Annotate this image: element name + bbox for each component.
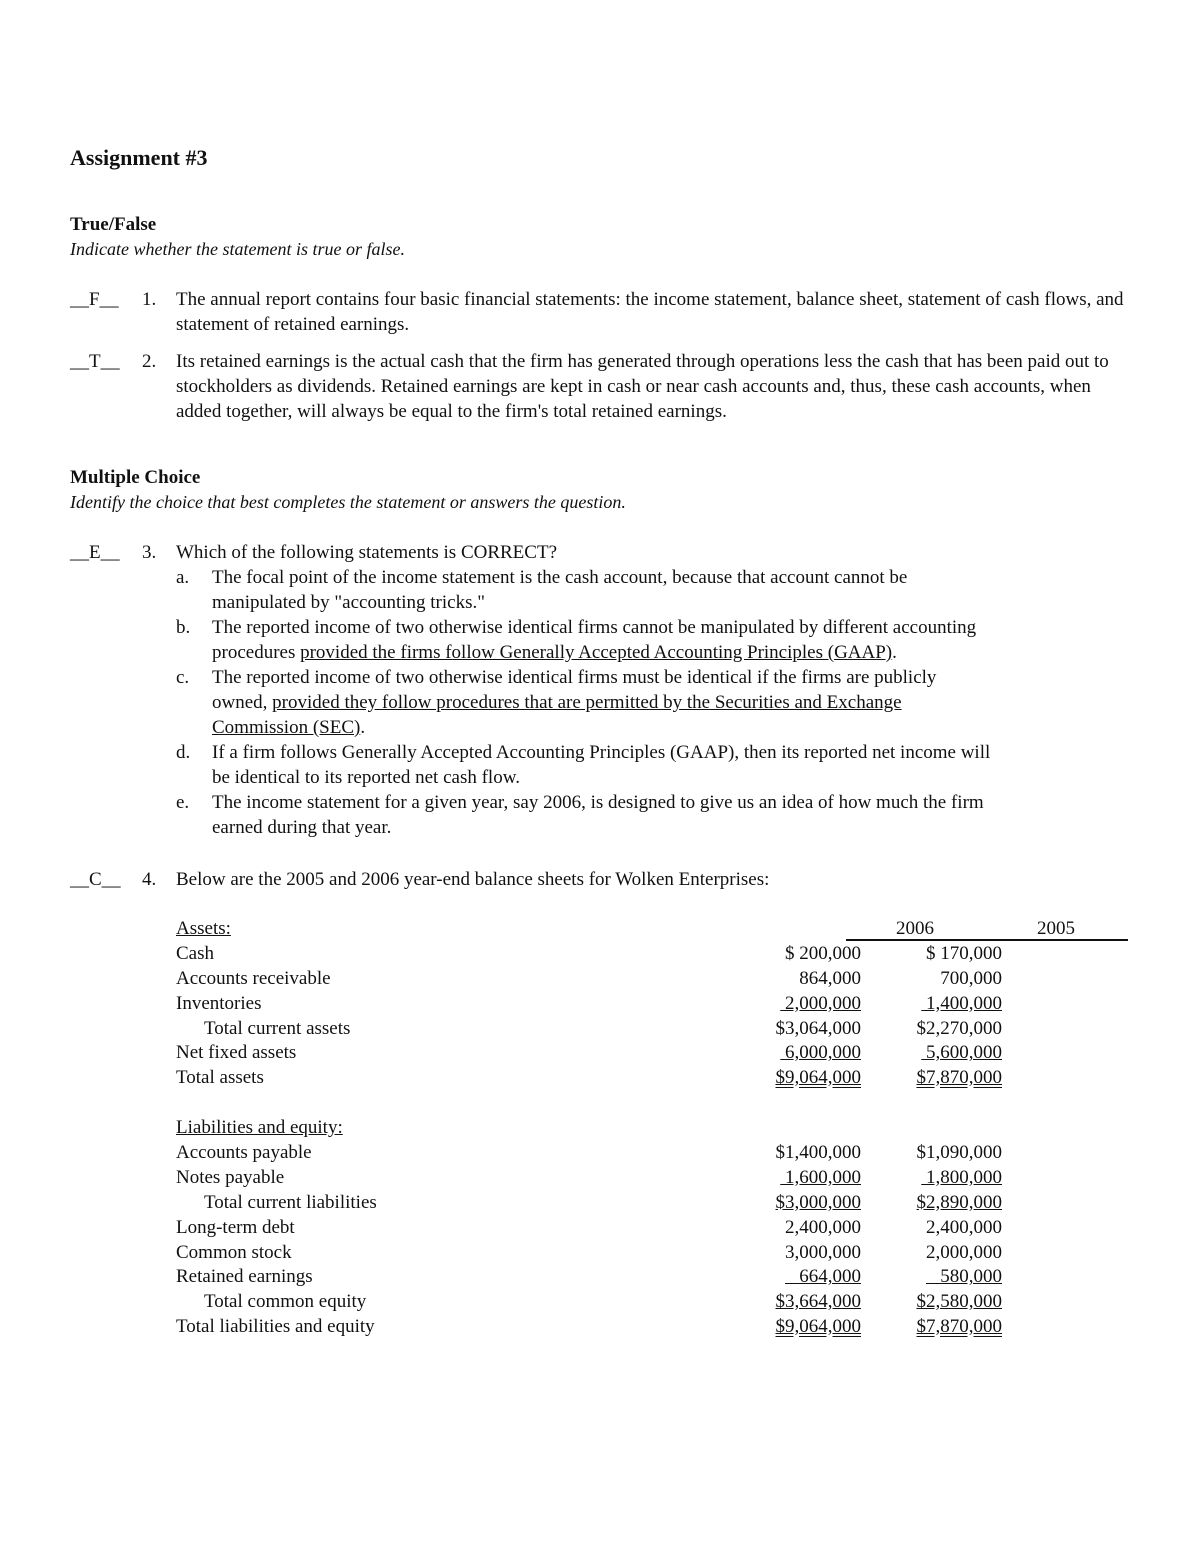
- bs-row: [176, 1016, 1026, 1041]
- bs-row-label: Accounts receivable: [176, 967, 331, 989]
- assets-rows: [176, 941, 1026, 1090]
- choice-letter: a.: [176, 567, 190, 588]
- choice-e: [176, 790, 996, 840]
- choice-text-end: .: [892, 642, 897, 663]
- bs-row-label: Notes payable: [176, 1166, 285, 1188]
- question-number: 1.: [142, 289, 157, 310]
- bs-row-label: Common stock: [176, 1241, 292, 1263]
- liabilities-rows: [176, 1140, 1026, 1339]
- bs-row-label: Long-term debt: [176, 1216, 295, 1238]
- liabilities-heading: Liabilities and equity:: [176, 1117, 343, 1139]
- choice-text: The reported income of two otherwise identical firms cannot be manipulated by different accounting procedures: [212, 617, 977, 663]
- bs-row: [176, 1215, 1026, 1240]
- mc-instruction: Identify the choice that best completes the statement or answers the question.: [70, 492, 626, 512]
- bs-row: [176, 1165, 1026, 1190]
- tf-heading: True/False: [70, 214, 157, 235]
- bs-row-label: Total current liabilities: [204, 1191, 377, 1213]
- bs-row-label: Total current assets: [204, 1017, 351, 1039]
- year-2006-header: 2006: [896, 918, 934, 939]
- bs-header-row: [176, 916, 1075, 941]
- bs-row: [176, 1314, 1026, 1339]
- answer-blank: __C__: [70, 869, 121, 890]
- bs-row-label: Total liabilities and equity: [176, 1316, 375, 1338]
- question-text: Below are the 2005 and 2006 year-end balance sheets for Wolken Enterprises:: [176, 869, 770, 890]
- bs-value-2006: 2,000,000: [780, 992, 861, 1014]
- choice-letter: c.: [176, 667, 190, 688]
- bs-value-2005: 2,400,000: [926, 1216, 1002, 1238]
- answer-blank: __E__: [70, 542, 120, 563]
- question-number: 2.: [142, 351, 157, 372]
- choice-a: [176, 565, 996, 615]
- mc-heading: Multiple Choice: [70, 467, 201, 488]
- question-text: The annual report contains four basic financial statements: the income statement, balance sheet, statement of cash flows, and statement of retained earnings.: [176, 289, 1124, 335]
- choice-letter: b.: [176, 617, 191, 638]
- bs-row: [176, 941, 1026, 966]
- bs-value-2005: 1,400,000: [921, 992, 1002, 1014]
- assets-heading: Assets:: [176, 918, 231, 939]
- choice-underlined-text: provided they follow procedures that are permitted by the Securities and Exchange Commission (SEC): [212, 692, 902, 738]
- choice-text: The income statement for a given year, say 2006, is designed to give us an idea of how much the firm earned during that year.: [212, 792, 984, 838]
- choice-text: The focal point of the income statement is the cash account, because that account cannot be manipulated by "accounting tricks.": [212, 567, 908, 613]
- choice-b: [176, 615, 996, 665]
- tf-instruction: Indicate whether the statement is true or false.: [70, 239, 405, 259]
- bs-row: [176, 1140, 1026, 1165]
- choice-text: The reported income of two otherwise identical firms must be identical if the firms are publicly owned,: [212, 667, 937, 713]
- bs-value-2006: 2,400,000: [785, 1216, 861, 1238]
- bs-row-label: Total common equity: [204, 1291, 367, 1313]
- choice-letter: d.: [176, 742, 191, 763]
- bs-value-2005: $2,580,000: [916, 1291, 1002, 1313]
- bs-row-label: Inventories: [176, 992, 262, 1014]
- bs-value-2006: 664,000: [785, 1266, 861, 1288]
- liab-header-row: [176, 1115, 1026, 1140]
- bs-value-2005: 700,000: [940, 967, 1002, 989]
- choice-underlined-text: provided the firms follow Generally Accepted Accounting Principles (GAAP): [300, 642, 893, 663]
- page-title: Assignment #3: [70, 145, 208, 170]
- bs-value-2006: $3,664,000: [775, 1291, 861, 1313]
- bs-value-2005: $ 170,000: [926, 942, 1002, 964]
- bs-row-label: Total assets: [176, 1067, 264, 1089]
- bs-row-label: Cash: [176, 942, 214, 964]
- bs-row: [176, 1190, 1026, 1215]
- choice-letter: e.: [176, 792, 190, 813]
- bs-value-2005: $2,890,000: [916, 1191, 1002, 1213]
- bs-row-label: Accounts payable: [176, 1142, 312, 1164]
- bs-row: [176, 966, 1026, 991]
- bs-value-2005: $2,270,000: [916, 1017, 1002, 1039]
- bs-value-2006: 3,000,000: [785, 1241, 861, 1263]
- bs-row: [176, 991, 1026, 1016]
- bs-value-2005: $7,870,000: [916, 1316, 1002, 1338]
- choice-d: [176, 740, 996, 790]
- question-number: 4.: [142, 869, 157, 890]
- choice-text: If a firm follows Generally Accepted Accounting Principles (GAAP), then its reported net income will be identical to its reported net cash flow.: [212, 742, 991, 788]
- bs-value-2006: $9,064,000: [775, 1316, 861, 1338]
- bs-value-2006: 6,000,000: [780, 1042, 861, 1064]
- answer-blank: __F__: [70, 289, 119, 310]
- choice-list: [176, 565, 996, 840]
- bs-value-2006: $9,064,000: [775, 1067, 861, 1089]
- question-number: 3.: [142, 542, 157, 563]
- bs-value-2006: $3,064,000: [775, 1017, 861, 1039]
- bs-value-2005: $7,870,000: [916, 1067, 1002, 1089]
- bs-row: [176, 1040, 1026, 1065]
- spacer-row: [176, 1090, 1026, 1115]
- choice-text-end: .: [360, 717, 366, 738]
- bs-value-2005: $1,090,000: [916, 1142, 1002, 1164]
- balance-sheet: [176, 916, 1075, 1339]
- question-text: Which of the following statements is CORRECT?: [176, 542, 558, 563]
- bs-value-2006: $3,000,000: [775, 1191, 861, 1213]
- year-2005-header: 2005: [1037, 918, 1075, 939]
- bs-value-2006: 1,600,000: [780, 1166, 861, 1188]
- bs-value-2006: 864,000: [799, 967, 861, 989]
- bs-row: [176, 1065, 1026, 1090]
- bs-value-2005: 5,600,000: [921, 1042, 1002, 1064]
- bs-row: [176, 1289, 1026, 1314]
- choice-c: [176, 665, 996, 740]
- bs-row: [176, 1240, 1026, 1265]
- bs-value-2006: $ 200,000: [785, 942, 861, 964]
- bs-row-label: Retained earnings: [176, 1266, 313, 1288]
- bs-row-label: Net fixed assets: [176, 1042, 297, 1064]
- bs-value-2006: $1,400,000: [775, 1142, 861, 1164]
- bs-value-2005: 1,800,000: [921, 1166, 1002, 1188]
- question-text: Its retained earnings is the actual cash that the firm has generated through operations less the cash that has been paid out to stockholders as dividends. Retained earnings are kept in cash or near cash accounts and, thus, these cash accounts, when added together, will always be equal to the firm's total retained earnings.: [176, 351, 1109, 422]
- answer-blank: __T__: [70, 351, 120, 372]
- bs-row: [176, 1264, 1026, 1289]
- bs-value-2005: 2,000,000: [926, 1241, 1002, 1263]
- bs-value-2005: 580,000: [926, 1266, 1002, 1288]
